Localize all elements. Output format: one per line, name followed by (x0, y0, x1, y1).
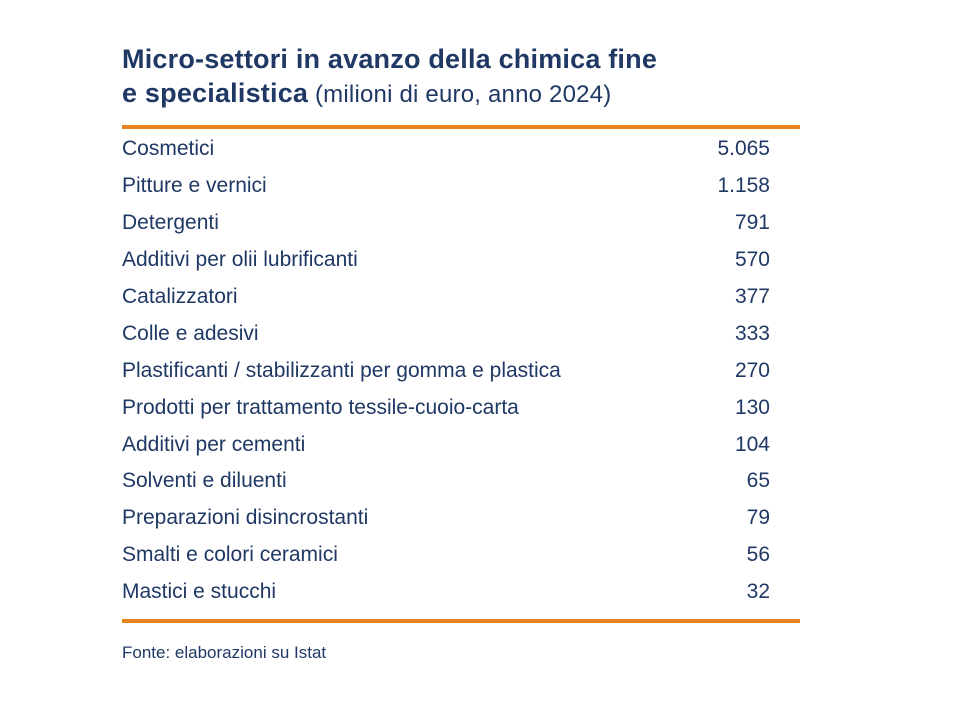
row-value: 791 (734, 211, 770, 235)
table-row (122, 352, 800, 389)
table-row (122, 426, 800, 463)
data-table (122, 131, 800, 611)
table-row (122, 389, 800, 426)
table-row (122, 242, 800, 279)
row-value: 104 (734, 432, 770, 456)
row-label: Detergenti (122, 211, 219, 235)
table-row (122, 168, 800, 205)
bottom-orange-rule (122, 619, 800, 623)
page-title-subtitle: (milioni di euro, anno 2024) (308, 81, 612, 108)
table-row (122, 279, 800, 316)
row-value: 570 (734, 248, 770, 272)
row-label: Pitture e vernici (122, 174, 267, 198)
page-title-line1: Micro-settori in avanzo della chimica fine (122, 44, 658, 74)
row-value: 1.158 (717, 174, 770, 198)
table-row (122, 205, 800, 242)
row-value: 56 (746, 543, 770, 567)
row-value: 65 (746, 469, 770, 493)
row-label: Catalizzatori (122, 285, 238, 308)
row-value: 130 (734, 395, 770, 419)
row-label: Additivi per cementi (122, 432, 306, 456)
row-value: 377 (734, 285, 770, 308)
row-label: Mastici e stucchi (122, 580, 277, 604)
row-label: Additivi per olii lubrificanti (122, 248, 358, 272)
row-value: 79 (746, 506, 770, 530)
table-row (122, 131, 800, 168)
row-label: Cosmetici (122, 137, 215, 161)
row-value: 5.065 (717, 137, 770, 161)
row-label: Solventi e diluenti (122, 469, 287, 493)
row-label: Prodotti per trattamento tessile-cuoio-carta (122, 395, 519, 419)
row-label: Colle e adesivi (122, 321, 259, 345)
table-row (122, 574, 800, 611)
table-row (122, 463, 800, 500)
row-value: 270 (734, 358, 770, 382)
page-title (122, 42, 800, 112)
table-row (122, 315, 800, 352)
row-label: Plastificanti / stabilizzanti per gomma e plastica (122, 358, 561, 382)
table-row (122, 537, 800, 574)
table-row (122, 500, 800, 537)
slide-content (122, 42, 800, 663)
source-note: Fonte: elaborazioni su Istat (122, 642, 327, 662)
row-label: Smalti e colori ceramici (122, 543, 338, 567)
page-title-line2-bold: e specialistica (122, 78, 309, 108)
row-value: 32 (746, 580, 770, 604)
row-label: Preparazioni disincrostanti (122, 506, 369, 530)
top-orange-rule (122, 125, 800, 129)
row-value: 333 (734, 321, 770, 345)
